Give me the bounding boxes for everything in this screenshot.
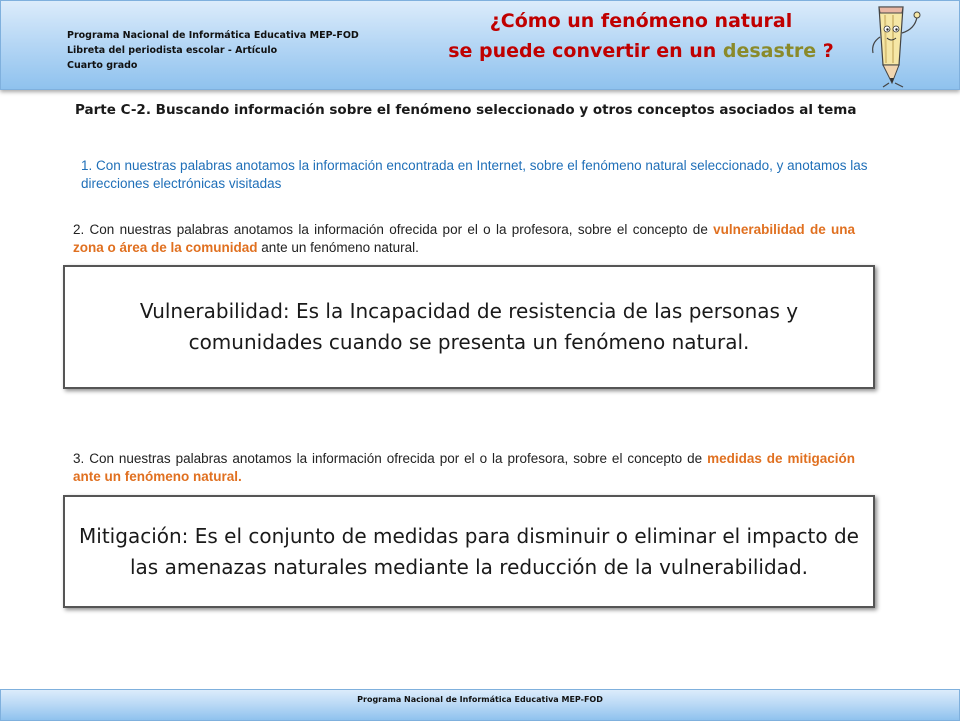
item-2-text: 2. Con nuestras palabras anotamos la información ofrecida por el o la profesora, sobre el concepto de [73, 222, 714, 237]
section-title: Parte C-2. Buscando información sobre el fenómeno seleccionado y otros conceptos asociados al tema [75, 102, 857, 118]
header-banner [0, 0, 960, 90]
page-title [391, 6, 891, 66]
notebook-label: Libreta del periodista escolar - Artículo [67, 45, 278, 56]
title-line-2-suffix: ? [816, 40, 834, 62]
grade-label: Cuarto grado [67, 60, 138, 71]
vulnerability-answer-box [63, 265, 875, 389]
mitigation-definition: Mitigación: Es el conjunto de medidas para disminuir o eliminar el impacto de las amenazas naturales mediante la reducción de la vulnerabilidad. [79, 523, 859, 579]
title-line-1: ¿Cómo un fenómeno natural [489, 10, 793, 32]
title-line-2-prefix: se puede convertir en un [448, 40, 723, 62]
title-line-2 [391, 36, 891, 66]
footer-bar [0, 689, 960, 721]
item-2-highlight: vulnerabilidad de una zona o área de la comunidad [73, 222, 855, 255]
header-program-info [67, 28, 359, 73]
program-name: Programa Nacional de Informática Educativa MEP-FOD [67, 30, 359, 41]
mitigation-answer-box [63, 495, 875, 608]
item-3-highlight: medidas de mitigación ante un fenómeno natural. [73, 451, 855, 484]
item-3-paragraph [73, 450, 855, 486]
title-desastre-word: desastre [722, 40, 817, 62]
footer-text: Programa Nacional de Informática Educativa MEP-FOD [357, 695, 603, 704]
item-2-paragraph [73, 221, 855, 257]
item-2-text-end: ante un fenómeno natural. [257, 240, 419, 255]
item-3-text: 3. Con nuestras palabras anotamos la información ofrecida por el o la profesora, sobre el concepto de [73, 451, 708, 466]
item-1-paragraph: 1. Con nuestras palabras anotamos la información encontrada en Internet, sobre el fenómeno natural seleccionado, y anotamos las direcciones electrónicas visitadas [81, 158, 868, 191]
vulnerability-definition: Vulnerabilidad: Es la Incapacidad de resistencia de las personas y comunidades cuando se presenta un fenómeno natural. [139, 299, 799, 354]
pencil-mascot-icon [865, 3, 925, 89]
